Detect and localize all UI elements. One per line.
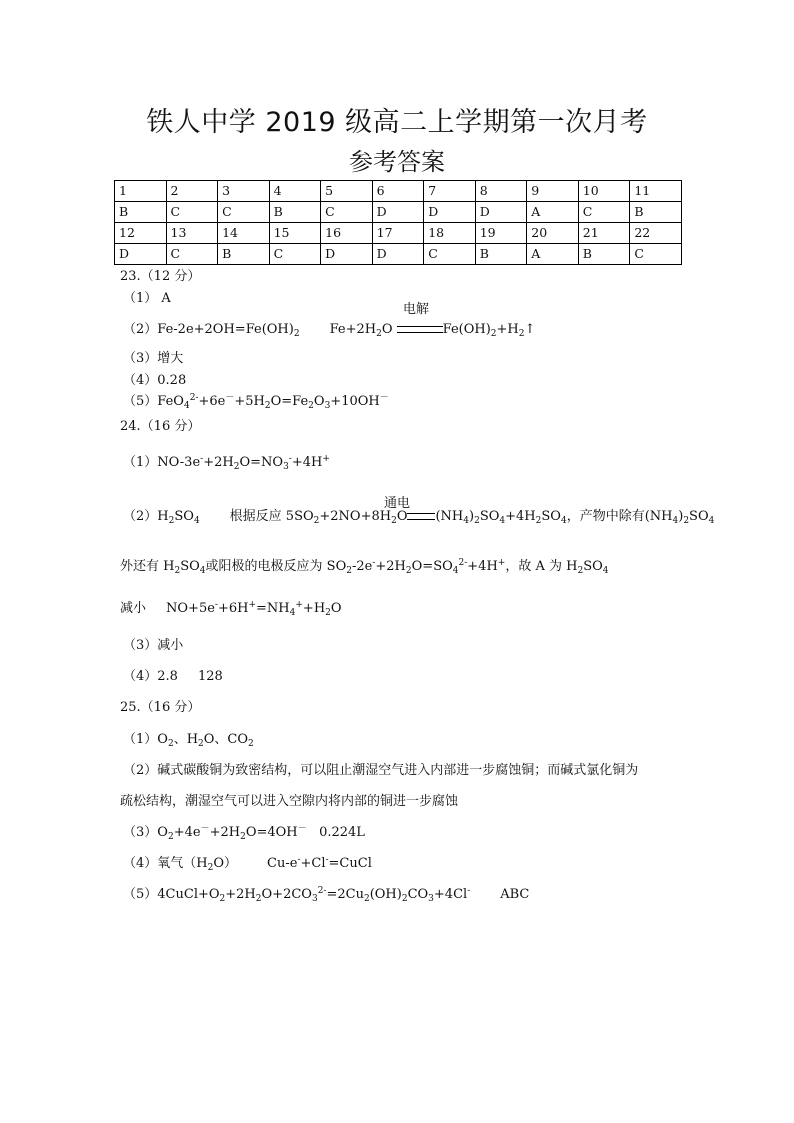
table-cell: C [269,244,321,265]
q23-electrolysis-condition: 电解 [403,302,430,317]
table-cell: 11 [630,181,682,202]
table-cell: D [424,202,476,223]
q25-part4: （4）氧气$(H_2O)$ Cu-e-+Cl-=CuCl [123,855,372,873]
q23-part1: （1） A [123,291,171,306]
table-cell: D [372,244,424,265]
q23-part2: $(2)Fe-2e+2OH=Fe(OH)_2$ $Fe+2H_2O$ $Fe(OH)_2+H_2↑$ [123,322,536,339]
q23-part4: （4）0.28 [123,373,187,388]
table-cell: 10 [578,181,630,202]
table-cell: 3 [218,181,270,202]
table-row-answers [115,244,682,265]
q25-part1: $(1)O_2$、$H_2O$、$CO_2$ [123,732,254,749]
table-cell: B [475,244,527,265]
table-cell: B [218,244,270,265]
table-cell: D [475,202,527,223]
table-row-question-numbers [115,223,682,244]
table-cell: D [372,202,424,223]
table-row-question-numbers [115,181,682,202]
q24-part4: （4）2.8 128 [123,669,223,684]
table-cell: A [527,244,579,265]
page-subtitle: 参考答案 [349,148,445,176]
q24-electrolysis-condition: 通电 [384,496,411,511]
table-cell: A [527,202,579,223]
table-cell: B [578,244,630,265]
table-cell: C [321,202,373,223]
table-cell: 15 [269,223,321,244]
table-cell: 13 [166,223,218,244]
table-cell: 9 [527,181,579,202]
q24-heading: 24.（16 分） [120,419,201,434]
table-cell: 20 [527,223,579,244]
q25-part3: $(3)O_2+4e^-+2H_2O=4OH^-$ 0.224L [123,824,365,842]
equals-arrow-icon [397,326,443,333]
q24-part2-line1: $(2)H_2SO_4$ 根据反应 $5SO_2+2NO+8H_2O$ $(NH_4)_2SO_4+4H_2SO_4$，产物中除有$(NH_4)_2SO_4$ [123,509,715,526]
table-cell: 4 [269,181,321,202]
q24-part2-line2: 外还有 $H_2SO_4$或阳极的电极反应为 $SO_2-2e^-+2H_2O=SO_4^{2-}+4H^+$，故 A 为 $H_2SO_4$ [120,558,609,576]
q25-part2-line2: 疏松结构，潮湿空气可以进入空隙内将内部的铜进一步腐蚀 [120,794,459,809]
table-cell: C [218,202,270,223]
q23-part5: $(5)FeO_4^{2-}+6e^-+5H_2O=Fe_2O_3+10OH^-$ [123,393,389,411]
table-cell: C [166,244,218,265]
q24-part3: （3）减小 [123,638,184,653]
q25-part2-line1: （2）碱式碳酸铜为致密结构，可以阻止潮湿空气进入内部进一步腐蚀铜；而碱式氯化铜为 [123,763,639,778]
table-cell: 21 [578,223,630,244]
q25-heading: 25.（16 分） [120,700,201,715]
table-cell: B [115,202,167,223]
table-cell: 19 [475,223,527,244]
table-cell: 14 [218,223,270,244]
table-cell: 7 [424,181,476,202]
page-title: 铁人中学 2019 级高二上学期第一次月考 [146,107,648,138]
q25-part5: $(5)4CuCl+O_2+2H_2O+2CO_3^{2-}=2Cu_2(OH)_2CO_3+4Cl^-$ ABC [123,886,530,904]
table-cell: C [630,244,682,265]
table-cell: 18 [424,223,476,244]
table-cell: 5 [321,181,373,202]
table-cell: 22 [630,223,682,244]
table-cell: 1 [115,181,167,202]
table-cell: C [166,202,218,223]
equals-arrow-icon [407,513,435,520]
q24-part1: $(1)NO-3e^-+2H_2O=NO_3^-+4H^+$ [123,454,330,472]
table-cell: 8 [475,181,527,202]
q23-heading: 23.（12 分） [120,269,201,284]
answer-table [114,180,682,265]
table-row-answers [115,202,682,223]
table-cell: 17 [372,223,424,244]
table-cell: 16 [321,223,373,244]
table-cell: 12 [115,223,167,244]
q23-part3: （3）增大 [123,351,184,366]
table-cell: B [269,202,321,223]
table-cell: D [115,244,167,265]
q24-part2-line3: 减小 $NO+5e^-+6H^+=NH_4^++H_2O$ [120,600,342,618]
table-cell: 2 [166,181,218,202]
table-cell: B [630,202,682,223]
table-cell: D [321,244,373,265]
table-cell: 6 [372,181,424,202]
table-cell: C [424,244,476,265]
table-cell: C [578,202,630,223]
